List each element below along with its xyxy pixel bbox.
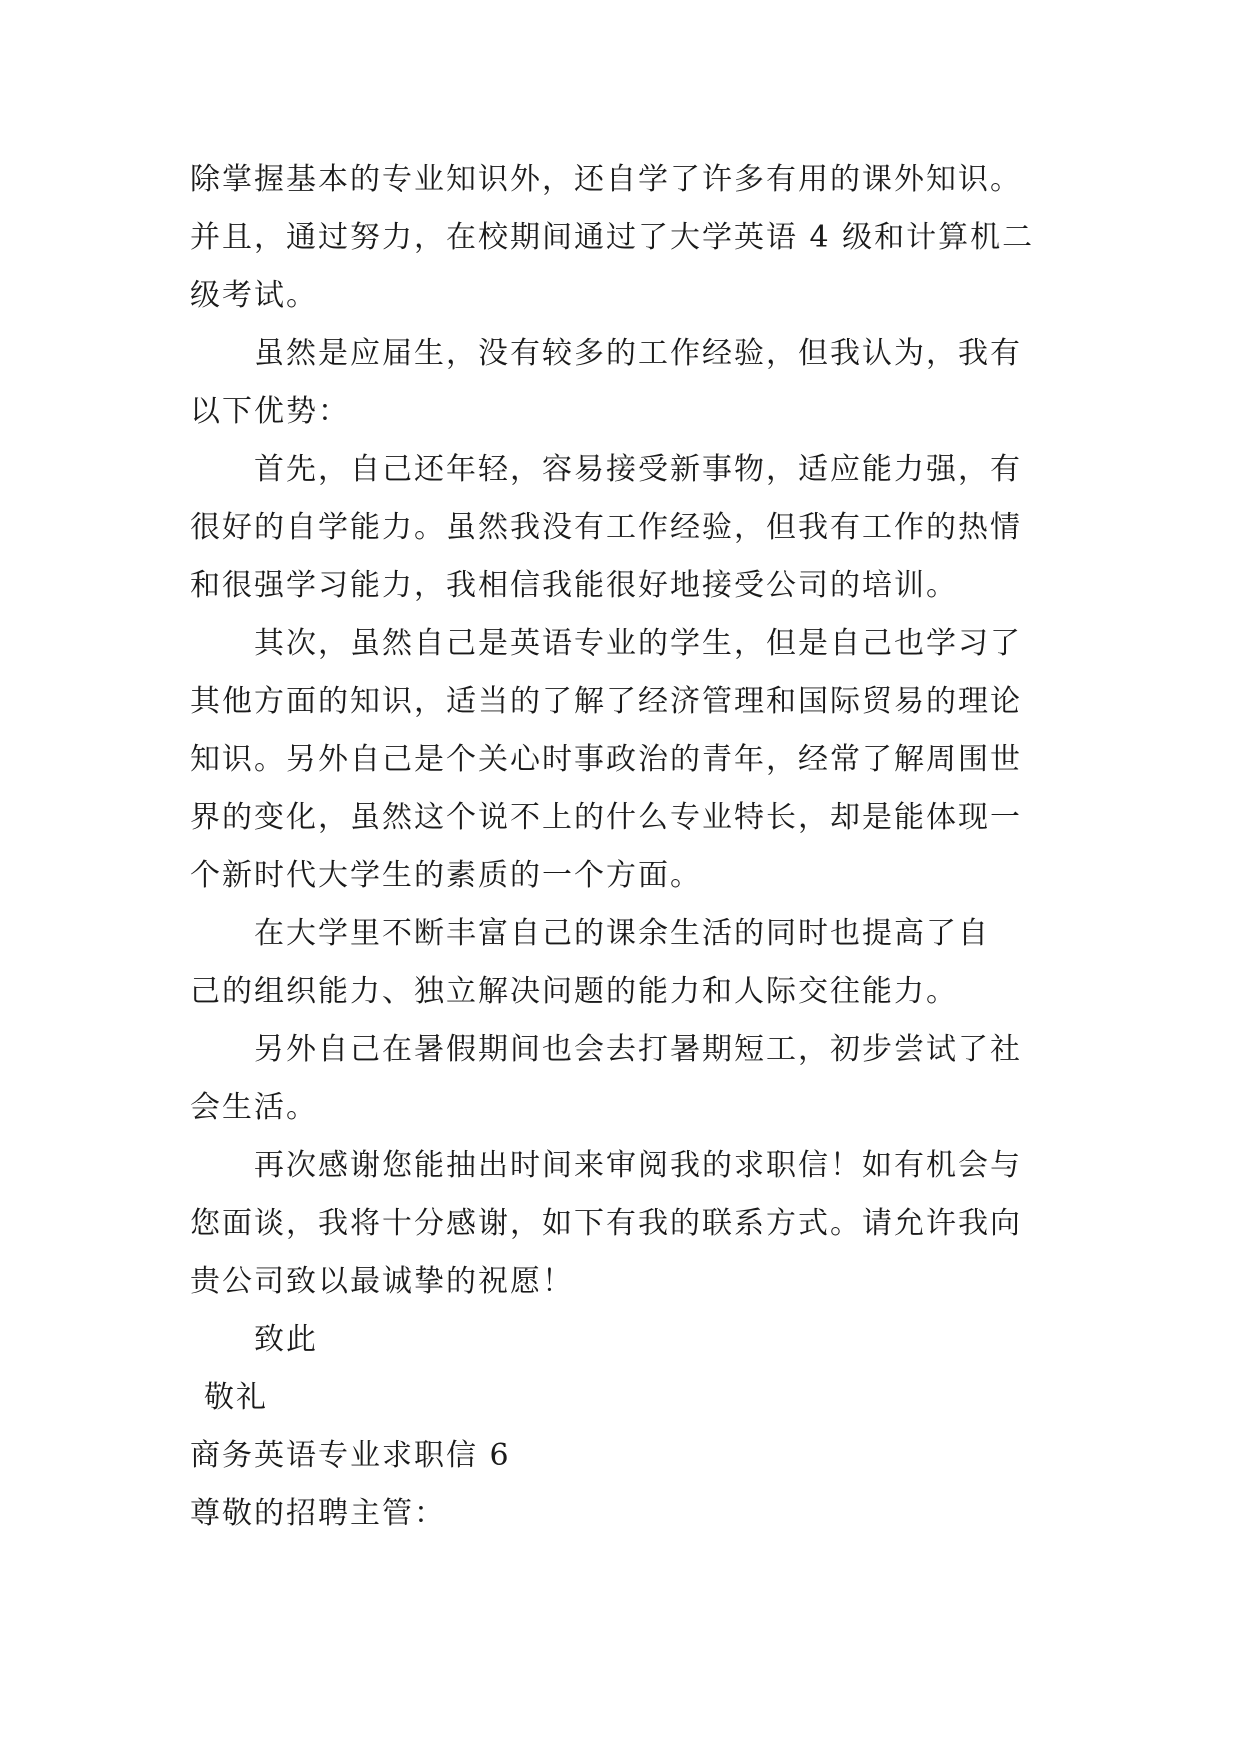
paragraph-line: 并且，通过努力，在校期间通过了大学英语 4 级和计算机二 (190, 220, 1035, 255)
paragraph-line: 很好的自学能力。虽然我没有工作经验，但我有工作的热情 (190, 510, 1022, 545)
paragraph-line: 知识。另外自己是个关心时事政治的青年，经常了解周围世 (190, 742, 1022, 777)
paragraph-line: 另外自己在暑假期间也会去打暑期短工，初步尝试了社 (254, 1032, 1022, 1067)
paragraph-line: 会生活。 (190, 1090, 318, 1125)
paragraph-line: 级考试。 (190, 278, 318, 313)
paragraph-line: 在大学里不断丰富自己的课余生活的同时也提高了自 (254, 916, 990, 951)
paragraph-line: 其次，虽然自己是英语专业的学生，但是自己也学习了 (254, 626, 1022, 661)
paragraph-line: 和很强学习能力，我相信我能很好地接受公司的培训。 (190, 568, 958, 603)
closing-line: 致此 (254, 1322, 318, 1357)
paragraph-line: 首先，自己还年轻，容易接受新事物，适应能力强，有 (254, 452, 1022, 487)
greeting-line: 尊敬的招聘主管： (190, 1496, 446, 1531)
paragraph-line: 再次感谢您能抽出时间来审阅我的求职信！如有机会与 (254, 1148, 1022, 1183)
paragraph-line: 个新时代大学生的素质的一个方面。 (190, 858, 702, 893)
paragraph-line: 除掌握基本的专业知识外，还自学了许多有用的课外知识。 (190, 162, 1022, 197)
paragraph-line: 虽然是应届生，没有较多的工作经验，但我认为，我有 (254, 336, 1022, 371)
paragraph-line: 己的组织能力、独立解决问题的能力和人际交往能力。 (190, 974, 958, 1009)
paragraph-line: 贵公司致以最诚挚的祝愿！ (190, 1264, 574, 1299)
paragraph-line: 以下优势： (190, 394, 350, 429)
paragraph-line: 界的变化，虽然这个说不上的什么专业特长，却是能体现一 (190, 800, 1022, 835)
salutation-line: 敬礼 (204, 1380, 268, 1415)
paragraph-line: 您面谈，我将十分感谢，如下有我的联系方式。请允许我向 (190, 1206, 1022, 1241)
paragraph-line: 其他方面的知识，适当的了解了经济管理和国际贸易的理论 (190, 684, 1022, 719)
section-heading: 商务英语专业求职信 6 (190, 1438, 511, 1473)
